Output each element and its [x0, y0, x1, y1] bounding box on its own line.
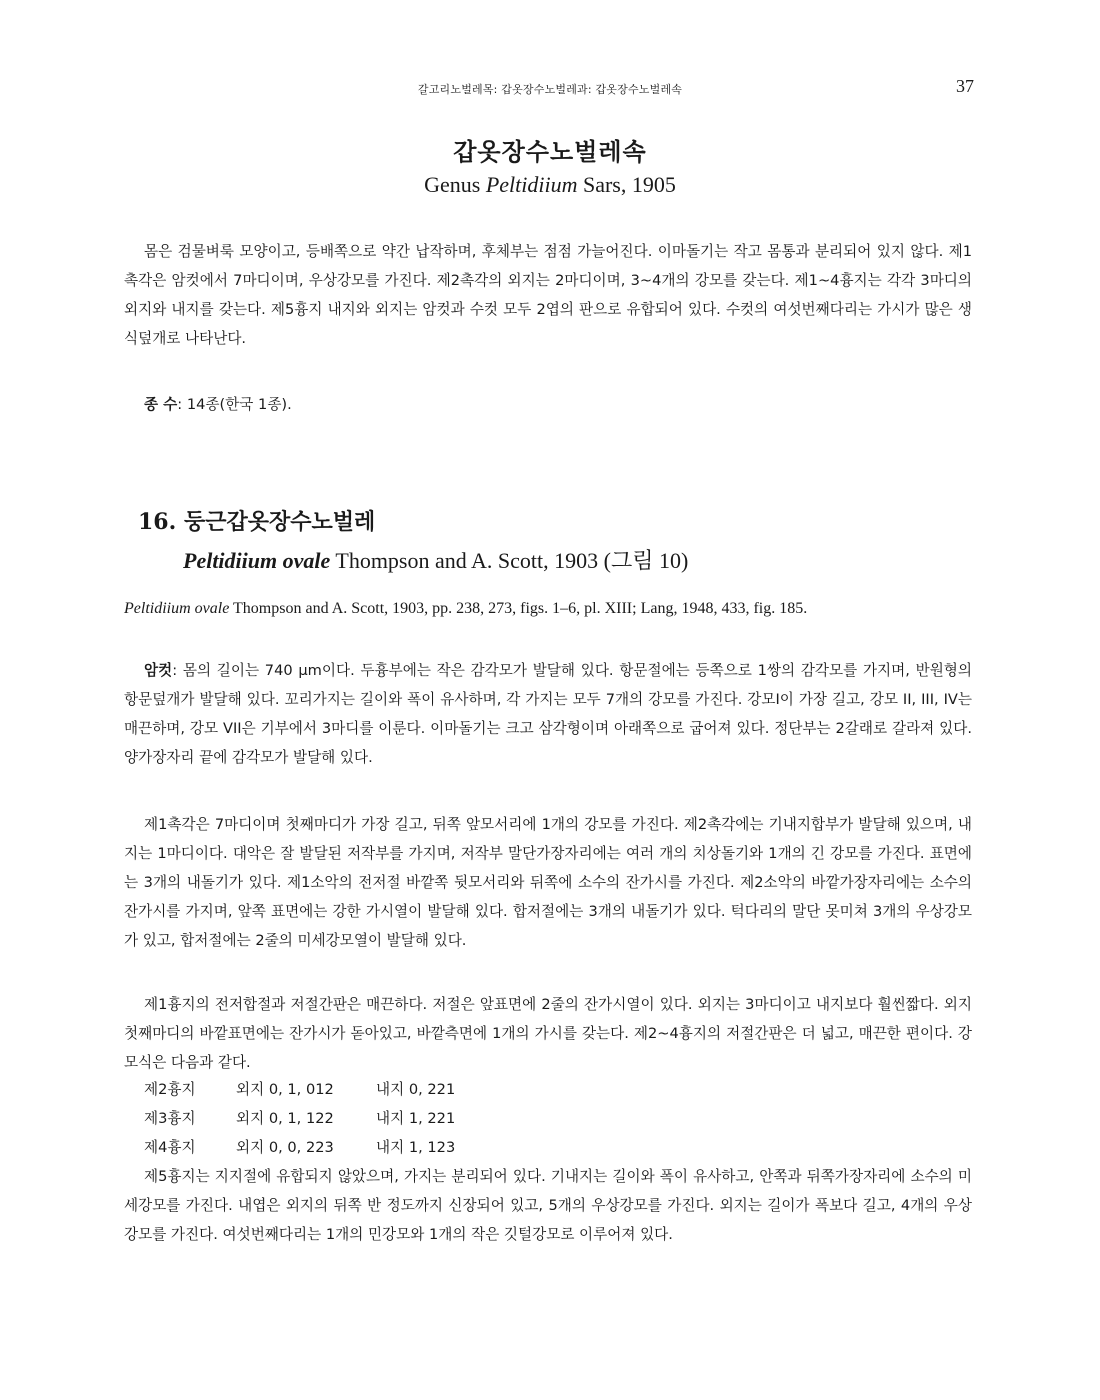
- synonym-name: Peltidiium ovale: [124, 600, 230, 617]
- formula-leg: 제3흉지: [144, 1110, 196, 1127]
- species-count: [144, 393, 292, 414]
- formula-exopod: 외지 0, 1, 012: [236, 1081, 334, 1098]
- species-count-value: : 14종(한국 1종).: [177, 396, 292, 413]
- formula-exopod: 외지 0, 0, 223: [236, 1139, 334, 1156]
- formula-endopod: 내지 1, 123: [376, 1139, 456, 1156]
- synonym-references: Thompson and A. Scott, 1903, pp. 238, 273, figs. 1–6, pl. XIII; Lang, 1948, 433, fig. 185.: [233, 600, 808, 617]
- female-paragraph-1: : 몸의 길이는 740 μm이다. 두흉부에는 작은 감각모가 발달해 있다. 항문절에는 등쪽으로 1쌍의 감각모를 가지며, 반원형의 항문덮개가 발달해 있다. 꼬리가지는 길이와 폭이 유사하며, 각 가지는 모두 7개의 강모를 가진다. 강모I이 가장 길고, 강모 II, III, IV는 매끈하며, 강모 VII은 기부에서 3마디를 이룬다. 이마돌기는 크고 삼각형이며 아래쪽으로 굽어져 있다. 정단부는 2갈래로 갈라져 있다. 양가장자리 끝에 감각모가 발달해 있다.: [124, 662, 973, 766]
- genus-korean-title: 갑옷장수노벌레속: [453, 137, 647, 166]
- formula-leg: 제2흉지: [144, 1081, 196, 1098]
- species-heading: [138, 505, 688, 575]
- page-number: 37: [956, 76, 974, 96]
- paragraph-legs: 제1흉지의 전저합절과 저절간판은 매끈하다. 저절은 앞표면에 2줄의 잔가시열이 있다. 외지는 3마디이고 내지보다 훨씬짧다. 외지 첫째마디의 바깥표면에는 잔가시가 돋아있고, 바깥측면에 1개의 가시를 갖는다. 제2~4흉지의 저절간판은 더 넓고, 매끈한 편이다. 강모식은 다음과 같다.: [124, 996, 972, 1071]
- species-author: Thompson and A. Scott, 1903: [335, 548, 599, 573]
- species-korean-name: 둥근갑옷장수노벌레: [183, 509, 376, 535]
- genus-latin-name: Peltidiium: [485, 172, 578, 197]
- genus-prefix: Genus: [424, 172, 481, 197]
- formula-endopod: 내지 0, 221: [376, 1081, 456, 1098]
- species-count-label: 종 수: [144, 396, 178, 413]
- species-korean-heading: [138, 505, 688, 536]
- formula-endopod: 내지 1, 221: [376, 1110, 456, 1127]
- paragraph-antenna-mouthparts: 제1촉각은 7마디이며 첫째마디가 가장 길고, 뒤쪽 앞모서리에 1개의 강모를 가진다. 제2촉각에는 기내지합부가 발달해 있으며, 내지는 1마디이다. 대악은 잘 발달된 저작부를 가지며, 저작부 말단가장자리에는 여러 개의 치상돌기와 1개의 긴 강모를 가진다. 표면에는 3개의 내돌기가 있다. 제1소악의 전저절 바깥쪽 뒷모서리와 뒤쪽에 소수의 잔가시를 가진다. 제2소악의 바깥가장자리에는 소수의 잔가시를 가지며, 앞쪽 표면에는 강한 가시열이 발달해 있다. 합저절에는 3개의 내돌기가 있다. 턱다리의 말단 못미쳐 3개의 우상강모가 있고, 합저절에는 2줄의 미세강모열이 발달해 있다.: [124, 816, 972, 949]
- setal-formula-row: [144, 1107, 455, 1128]
- synonymy: [124, 600, 807, 618]
- running-title: 갈고리노벌레목: 갑옷장수노벌레과: 갑옷장수노벌레속: [417, 83, 683, 96]
- species-number: 16.: [138, 509, 177, 535]
- figure-reference: (그림 10): [603, 548, 689, 573]
- setal-formula-row: [144, 1078, 455, 1099]
- formula-exopod: 외지 0, 1, 122: [236, 1110, 334, 1127]
- formula-leg: 제4흉지: [144, 1139, 196, 1156]
- female-description: [124, 656, 972, 772]
- genus-author: Sars, 1905: [582, 172, 676, 197]
- species-latin-heading: [138, 544, 688, 575]
- paragraph-fifth-leg: 제5흉지는 지지절에 유합되지 않았으며, 가지는 분리되어 있다. 기내지는 길이와 폭이 유사하고, 안쪽과 뒤쪽가장자리에 소수의 미세강모를 가진다. 내엽은 외지의 뒤쪽 반 정도까지 신장되어 있고, 5개의 우상강모를 가진다. 외지는 길이가 폭보다 길고, 4개의 우상강모를 가진다. 여섯번째다리는 1개의 민강모와 1개의 작은 깃털강모로 이루어져 있다.: [124, 1168, 972, 1243]
- genus-latin-title: [0, 172, 1100, 198]
- female-label: 암컷: [144, 662, 173, 679]
- genus-description: 몸은 검물벼룩 모양이고, 등배쪽으로 약간 납작하며, 후체부는 점점 가늘어진다. 이마돌기는 작고 몸통과 분리되어 있지 않다. 제1촉각은 암컷에서 7마디이며, 우상강모를 가진다. 제2촉각의 외지는 2마디이며, 3~4개의 강모를 갖는다. 제1~4흉지는 각각 3마디의 외지와 내지를 갖는다. 제5흉지 내지와 외지는 암컷과 수컷 모두 2엽의 판으로 유합되어 있다. 수컷의 여섯번째다리는 가시가 많은 생식덮개로 나타난다.: [124, 243, 972, 347]
- species-latin-name: Peltidiium ovale: [183, 548, 331, 573]
- setal-formula-row: [144, 1136, 455, 1157]
- running-header: [0, 76, 1100, 100]
